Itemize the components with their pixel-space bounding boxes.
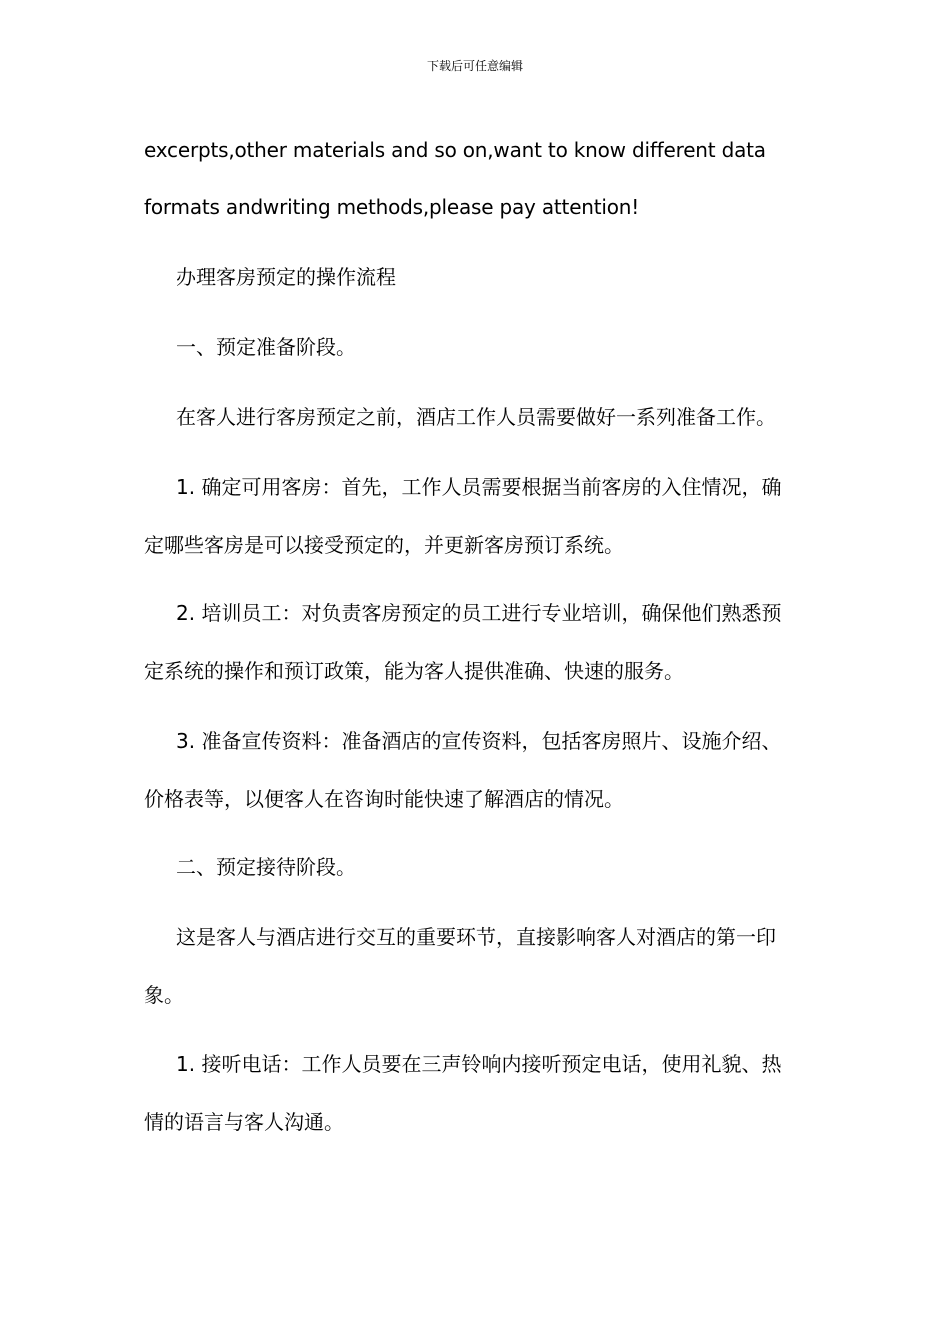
page-header: 下载后可任意编辑: [426, 59, 523, 73]
body-line-1: excerpts,other materials and so on,want to know different data: [144, 138, 766, 162]
item-3-line-1: 3. 准备宣传资料：准备酒店的宣传资料，包括客房照片、设施介绍、: [176, 729, 782, 753]
body-line-2: formats andwriting methods,please pay attention!: [144, 195, 640, 219]
paragraph-stage-2-line-1: 这是客人与酒店进行交互的重要环节，直接影响客人对酒店的第一印: [176, 925, 776, 949]
section-title: 办理客房预定的操作流程: [176, 265, 396, 289]
paragraph-stage-1-intro: 在客人进行客房预定之前，酒店工作人员需要做好一系列准备工作。: [176, 405, 776, 429]
item-2-line-1: 2. 培训员工：对负责客房预定的员工进行专业培训，确保他们熟悉预: [176, 601, 782, 625]
item-1-line-1: 1. 确定可用客房：首先，工作人员需要根据当前客房的入住情况，确: [176, 475, 782, 499]
item-2-line-2: 定系统的操作和预订政策，能为客人提供准确、快速的服务。: [144, 659, 684, 683]
item-3-line-2: 价格表等，以便客人在咨询时能快速了解酒店的情况。: [144, 787, 624, 811]
item-1-line-2: 定哪些客房是可以接受预定的，并更新客房预订系统。: [144, 533, 624, 557]
item-stage-2-1-line-2: 情的语言与客人沟通。: [144, 1110, 344, 1134]
heading-stage-2: 二、预定接待阶段。: [176, 855, 356, 879]
paragraph-stage-2-line-2: 象。: [144, 983, 184, 1007]
item-stage-2-1-line-1: 1. 接听电话：工作人员要在三声铃响内接听预定电话，使用礼貌、热: [176, 1052, 782, 1076]
heading-stage-1: 一、预定准备阶段。: [176, 335, 356, 359]
